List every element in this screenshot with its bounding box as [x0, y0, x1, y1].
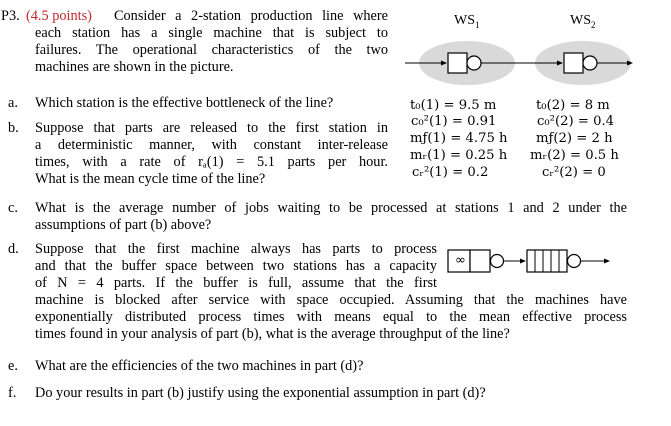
- intro-line-3: failures. The operational characteristics of the two: [35, 42, 388, 58]
- part-e-text: What are the efficiencies of the two machines in part (d)?: [35, 358, 364, 374]
- intro-line-1: Consider a 2-station production line where: [114, 8, 388, 24]
- ws2-server: [583, 56, 597, 70]
- part-d-line-1: Suppose that the first machine always has parts to process: [35, 241, 437, 257]
- part-f-label: f.: [8, 385, 17, 401]
- part-b-line-4: What is the mean cycle time of the line?: [35, 171, 266, 187]
- ws2-label: $WS_2$: [570, 13, 596, 30]
- machine-1-server: [491, 255, 504, 268]
- machine-2-server: [568, 255, 581, 268]
- buffer-box: [527, 250, 567, 272]
- ws2-param-mf: mƒ(2) = 2 h: [536, 131, 613, 146]
- buffer-line-diagram: [443, 245, 643, 277]
- part-c-line-2: assumptions of part (b) above?: [35, 217, 212, 233]
- intro-line-2: each station has a single machine that is subject to: [35, 25, 388, 41]
- ws1-param-c0: c₀²(1) = 0.91: [411, 114, 497, 129]
- ws1-param-cr: cᵣ²(1) = 0.2: [412, 165, 489, 180]
- ws2-param-c0: c₀²(2) = 0.4: [537, 114, 615, 129]
- part-b-line-1: Suppose that parts are released to the first station in: [35, 120, 388, 136]
- part-b-line-3: times, with a rate of rₐ(1) = 5.1 parts per hour.: [35, 154, 388, 170]
- part-d-line-2: and that the buffer space between two stations has a capacity: [35, 258, 437, 274]
- ws1-param-t0: t₀(1) = 9.5 m: [410, 98, 497, 113]
- part-d-line-4: machine is blocked after service with space occupied. Assuming that the machines have: [35, 292, 627, 308]
- part-d-line-5: exponentially distributed process times with means equal to the mean effective process: [35, 309, 627, 325]
- ws2-param-mr: mᵣ(2) = 0.5 h: [530, 148, 619, 163]
- problem-number: P3.: [1, 8, 20, 24]
- part-c-label: c.: [8, 200, 18, 216]
- ws1-machine: [448, 53, 467, 73]
- machine-1: [470, 250, 490, 272]
- part-a-text: Which station is the effective bottleneck of the line?: [35, 95, 334, 111]
- part-f-text: Do your results in part (b) justify using the exponential assumption in part (d)?: [35, 385, 486, 401]
- ws2-machine: [564, 53, 583, 73]
- ws1-param-mf: mƒ(1) = 4.75 h: [410, 131, 508, 146]
- part-b-label: b.: [8, 120, 19, 136]
- part-d-line-3: of N = 4 parts. If the buffer is full, assume that the first: [35, 275, 437, 291]
- ws1-param-mr: mᵣ(1) = 0.25 h: [410, 148, 508, 163]
- part-d-line-6: times found in your analysis of part (b), what is the average throughput of the line?: [35, 326, 510, 342]
- intro-line-4: machines are shown in the picture.: [35, 59, 234, 75]
- ws2-param-cr: cᵣ²(2) = 0: [542, 165, 606, 180]
- part-d-label: d.: [8, 241, 19, 257]
- part-e-label: e.: [8, 358, 18, 374]
- problem-points: (4.5 points): [26, 8, 92, 24]
- part-b-line-2: a deterministic manner, with constant inter-release: [35, 137, 388, 153]
- part-a-label: a.: [8, 95, 18, 111]
- ws1-label: $WS_1$: [454, 13, 480, 30]
- infinity-symbol: ∞: [455, 253, 466, 268]
- ws1-server: [467, 56, 481, 70]
- part-c-line-1: What is the average number of jobs waiting to be processed at stations 1 and 2 under the: [35, 200, 627, 216]
- production-line-diagram: [395, 0, 671, 100]
- ws2-param-t0: t₀(2) = 8 m: [536, 98, 610, 113]
